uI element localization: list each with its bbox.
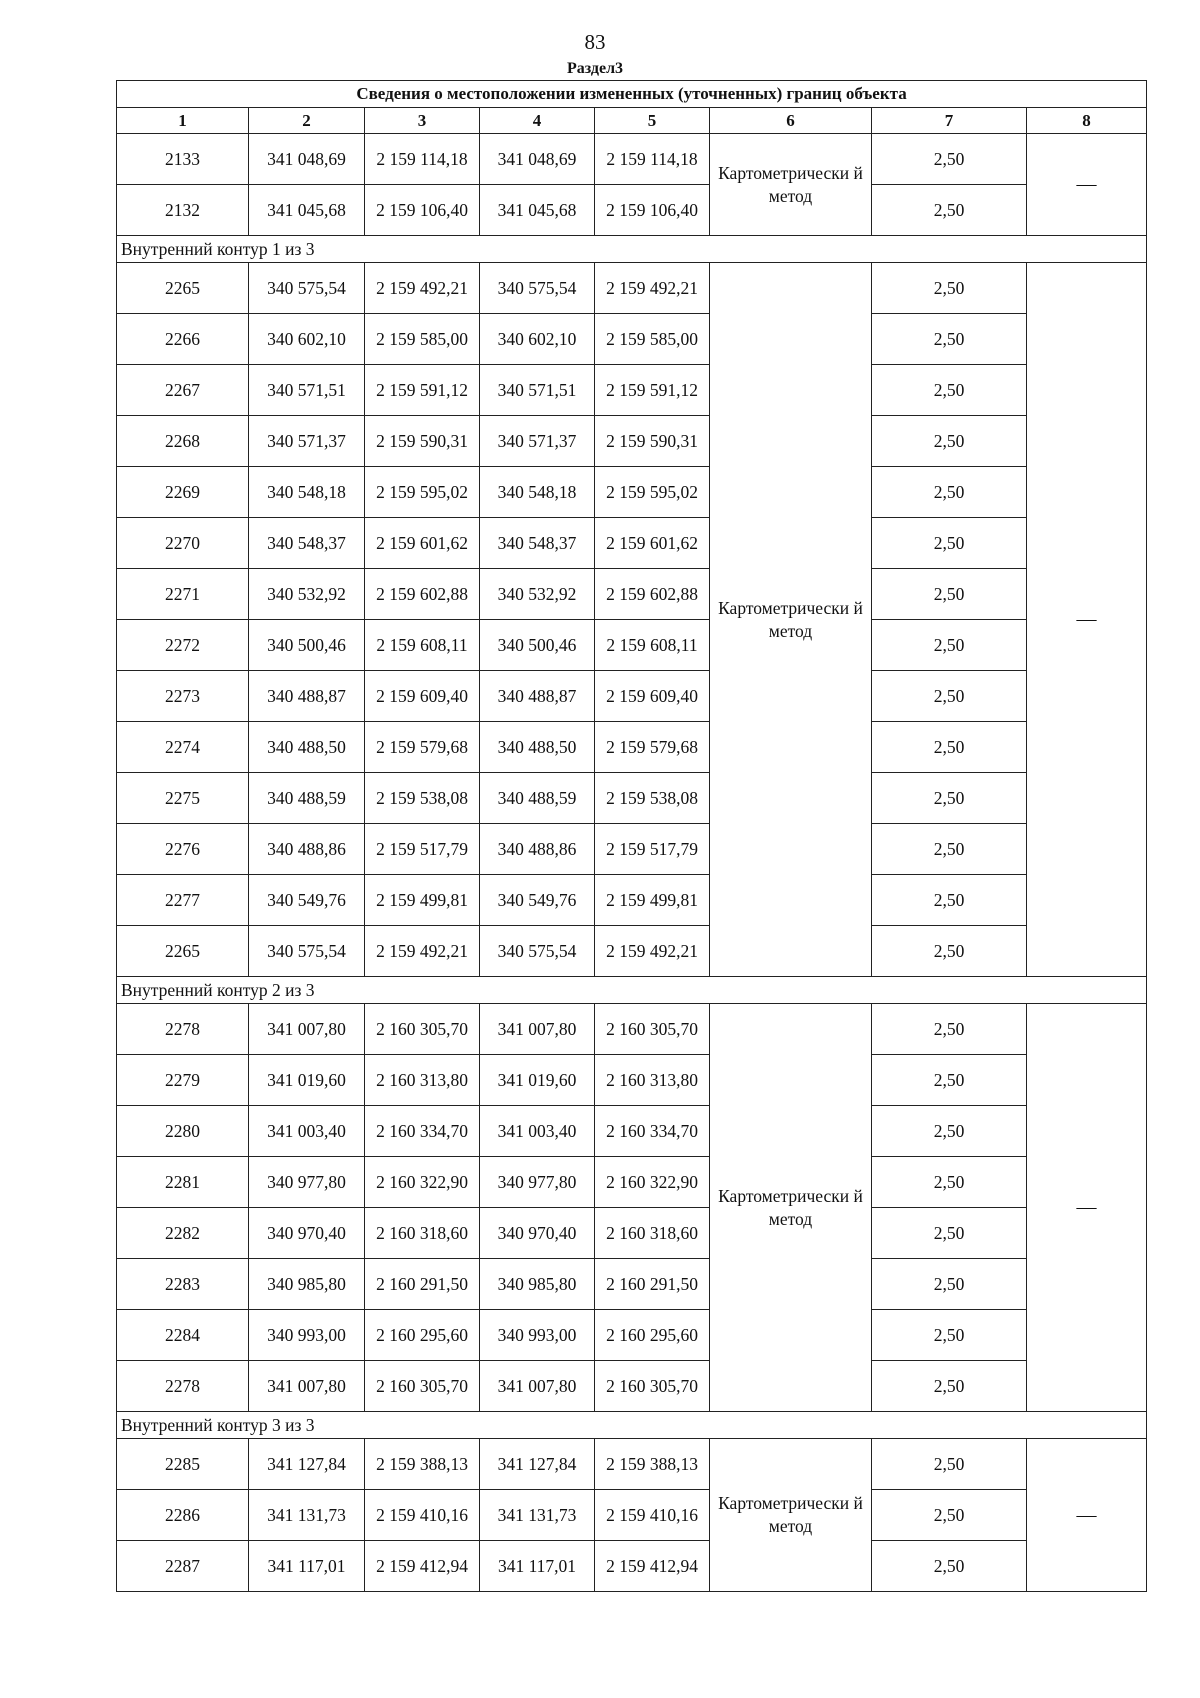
x-existing-cell: 340 571,51 bbox=[249, 365, 365, 416]
y-existing-cell: 2 160 295,60 bbox=[365, 1310, 480, 1361]
column-number: 8 bbox=[1027, 108, 1147, 134]
y-existing-cell: 2 160 313,80 bbox=[365, 1055, 480, 1106]
y-existing-cell: 2 159 412,94 bbox=[365, 1541, 480, 1592]
x-new-cell: 341 127,84 bbox=[480, 1439, 595, 1490]
x-existing-cell: 340 993,00 bbox=[249, 1310, 365, 1361]
y-new-cell: 2 159 608,11 bbox=[595, 620, 710, 671]
x-new-cell: 341 007,80 bbox=[480, 1004, 595, 1055]
contour-heading-row bbox=[117, 236, 1147, 263]
accuracy-cell: 2,50 bbox=[872, 365, 1027, 416]
point-number-cell: 2282 bbox=[117, 1208, 249, 1259]
x-new-cell: 340 575,54 bbox=[480, 926, 595, 977]
y-existing-cell: 2 159 595,02 bbox=[365, 467, 480, 518]
x-new-cell: 340 532,92 bbox=[480, 569, 595, 620]
table-row bbox=[117, 1490, 1147, 1541]
accuracy-cell: 2,50 bbox=[872, 1361, 1027, 1412]
accuracy-cell: 2,50 bbox=[872, 416, 1027, 467]
point-number-cell: 2278 bbox=[117, 1004, 249, 1055]
x-existing-cell: 340 488,50 bbox=[249, 722, 365, 773]
method-cell: Картометрически й метод bbox=[710, 263, 872, 977]
accuracy-cell: 2,50 bbox=[872, 875, 1027, 926]
x-existing-cell: 340 970,40 bbox=[249, 1208, 365, 1259]
x-existing-cell: 340 548,18 bbox=[249, 467, 365, 518]
point-number-cell: 2284 bbox=[117, 1310, 249, 1361]
x-new-cell: 341 045,68 bbox=[480, 185, 595, 236]
y-existing-cell: 2 159 579,68 bbox=[365, 722, 480, 773]
table-row bbox=[117, 185, 1147, 236]
x-existing-cell: 340 602,10 bbox=[249, 314, 365, 365]
table-row bbox=[117, 416, 1147, 467]
x-existing-cell: 340 488,59 bbox=[249, 773, 365, 824]
y-existing-cell: 2 159 388,13 bbox=[365, 1439, 480, 1490]
x-new-cell: 340 488,59 bbox=[480, 773, 595, 824]
table-row bbox=[117, 134, 1147, 185]
y-new-cell: 2 160 305,70 bbox=[595, 1361, 710, 1412]
x-new-cell: 340 571,37 bbox=[480, 416, 595, 467]
x-new-cell: 341 003,40 bbox=[480, 1106, 595, 1157]
accuracy-cell: 2,50 bbox=[872, 518, 1027, 569]
column-number: 6 bbox=[710, 108, 872, 134]
point-number-cell: 2279 bbox=[117, 1055, 249, 1106]
y-existing-cell: 2 159 114,18 bbox=[365, 134, 480, 185]
x-existing-cell: 341 045,68 bbox=[249, 185, 365, 236]
y-new-cell: 2 159 114,18 bbox=[595, 134, 710, 185]
accuracy-cell: 2,50 bbox=[872, 1259, 1027, 1310]
y-existing-cell: 2 160 318,60 bbox=[365, 1208, 480, 1259]
point-number-cell: 2280 bbox=[117, 1106, 249, 1157]
y-new-cell: 2 159 585,00 bbox=[595, 314, 710, 365]
column-8-cell: — bbox=[1027, 134, 1147, 236]
table-row bbox=[117, 1259, 1147, 1310]
y-new-cell: 2 159 410,16 bbox=[595, 1490, 710, 1541]
y-new-cell: 2 160 305,70 bbox=[595, 1004, 710, 1055]
table-row bbox=[117, 620, 1147, 671]
point-number-cell: 2267 bbox=[117, 365, 249, 416]
y-new-cell: 2 159 538,08 bbox=[595, 773, 710, 824]
point-number-cell: 2277 bbox=[117, 875, 249, 926]
y-existing-cell: 2 160 305,70 bbox=[365, 1361, 480, 1412]
table-row bbox=[117, 467, 1147, 518]
x-existing-cell: 341 007,80 bbox=[249, 1004, 365, 1055]
contour-heading-row bbox=[117, 977, 1147, 1004]
method-cell: Картометрически й метод bbox=[710, 134, 872, 236]
x-new-cell: 340 977,80 bbox=[480, 1157, 595, 1208]
accuracy-cell: 2,50 bbox=[872, 722, 1027, 773]
y-new-cell: 2 159 492,21 bbox=[595, 926, 710, 977]
accuracy-cell: 2,50 bbox=[872, 1055, 1027, 1106]
point-number-cell: 2276 bbox=[117, 824, 249, 875]
y-new-cell: 2 159 412,94 bbox=[595, 1541, 710, 1592]
column-number: 7 bbox=[872, 108, 1027, 134]
table-row bbox=[117, 569, 1147, 620]
table-row bbox=[117, 722, 1147, 773]
x-existing-cell: 340 985,80 bbox=[249, 1259, 365, 1310]
table-row bbox=[117, 824, 1147, 875]
x-new-cell: 341 131,73 bbox=[480, 1490, 595, 1541]
accuracy-cell: 2,50 bbox=[872, 1310, 1027, 1361]
table-row bbox=[117, 1106, 1147, 1157]
point-number-cell: 2286 bbox=[117, 1490, 249, 1541]
x-existing-cell: 340 488,86 bbox=[249, 824, 365, 875]
column-number: 2 bbox=[249, 108, 365, 134]
table-row bbox=[117, 1157, 1147, 1208]
contour-heading: Внутренний контур 1 из 3 bbox=[117, 236, 1147, 263]
y-new-cell: 2 159 492,21 bbox=[595, 263, 710, 314]
y-existing-cell: 2 159 499,81 bbox=[365, 875, 480, 926]
table-title-row bbox=[117, 81, 1147, 108]
x-existing-cell: 340 500,46 bbox=[249, 620, 365, 671]
table-row bbox=[117, 773, 1147, 824]
coordinates-table bbox=[116, 80, 1147, 1592]
x-existing-cell: 341 117,01 bbox=[249, 1541, 365, 1592]
point-number-cell: 2285 bbox=[117, 1439, 249, 1490]
table-row bbox=[117, 875, 1147, 926]
y-new-cell: 2 159 517,79 bbox=[595, 824, 710, 875]
column-number-row bbox=[117, 108, 1147, 134]
y-new-cell: 2 159 106,40 bbox=[595, 185, 710, 236]
x-new-cell: 340 970,40 bbox=[480, 1208, 595, 1259]
x-existing-cell: 340 571,37 bbox=[249, 416, 365, 467]
x-new-cell: 340 488,87 bbox=[480, 671, 595, 722]
point-number-cell: 2266 bbox=[117, 314, 249, 365]
column-number: 4 bbox=[480, 108, 595, 134]
point-number-cell: 2287 bbox=[117, 1541, 249, 1592]
method-cell: Картометрически й метод bbox=[710, 1439, 872, 1592]
y-existing-cell: 2 159 601,62 bbox=[365, 518, 480, 569]
x-new-cell: 340 488,86 bbox=[480, 824, 595, 875]
y-existing-cell: 2 159 538,08 bbox=[365, 773, 480, 824]
x-existing-cell: 340 549,76 bbox=[249, 875, 365, 926]
x-existing-cell: 340 575,54 bbox=[249, 263, 365, 314]
y-new-cell: 2 159 595,02 bbox=[595, 467, 710, 518]
y-existing-cell: 2 159 106,40 bbox=[365, 185, 480, 236]
y-new-cell: 2 159 590,31 bbox=[595, 416, 710, 467]
column-8-cell: — bbox=[1027, 263, 1147, 977]
point-number-cell: 2273 bbox=[117, 671, 249, 722]
accuracy-cell: 2,50 bbox=[872, 134, 1027, 185]
x-existing-cell: 341 131,73 bbox=[249, 1490, 365, 1541]
table-row bbox=[117, 1439, 1147, 1490]
accuracy-cell: 2,50 bbox=[872, 1106, 1027, 1157]
point-number-cell: 2270 bbox=[117, 518, 249, 569]
point-number-cell: 2269 bbox=[117, 467, 249, 518]
accuracy-cell: 2,50 bbox=[872, 185, 1027, 236]
y-new-cell: 2 160 322,90 bbox=[595, 1157, 710, 1208]
x-new-cell: 340 571,51 bbox=[480, 365, 595, 416]
y-new-cell: 2 160 334,70 bbox=[595, 1106, 710, 1157]
x-existing-cell: 340 548,37 bbox=[249, 518, 365, 569]
x-existing-cell: 340 575,54 bbox=[249, 926, 365, 977]
y-new-cell: 2 159 609,40 bbox=[595, 671, 710, 722]
accuracy-cell: 2,50 bbox=[872, 620, 1027, 671]
accuracy-cell: 2,50 bbox=[872, 1541, 1027, 1592]
x-existing-cell: 340 532,92 bbox=[249, 569, 365, 620]
section-title: Раздел3 bbox=[566, 60, 624, 77]
y-existing-cell: 2 159 602,88 bbox=[365, 569, 480, 620]
y-existing-cell: 2 160 291,50 bbox=[365, 1259, 480, 1310]
y-existing-cell: 2 159 517,79 bbox=[365, 824, 480, 875]
y-existing-cell: 2 159 585,00 bbox=[365, 314, 480, 365]
y-new-cell: 2 159 388,13 bbox=[595, 1439, 710, 1490]
accuracy-cell: 2,50 bbox=[872, 263, 1027, 314]
accuracy-cell: 2,50 bbox=[872, 1157, 1027, 1208]
y-existing-cell: 2 159 492,21 bbox=[365, 926, 480, 977]
x-new-cell: 340 549,76 bbox=[480, 875, 595, 926]
y-existing-cell: 2 160 305,70 bbox=[365, 1004, 480, 1055]
x-existing-cell: 340 488,87 bbox=[249, 671, 365, 722]
y-new-cell: 2 159 579,68 bbox=[595, 722, 710, 773]
x-new-cell: 340 500,46 bbox=[480, 620, 595, 671]
accuracy-cell: 2,50 bbox=[872, 569, 1027, 620]
x-new-cell: 340 548,18 bbox=[480, 467, 595, 518]
x-existing-cell: 341 019,60 bbox=[249, 1055, 365, 1106]
table-row bbox=[117, 1310, 1147, 1361]
x-new-cell: 340 993,00 bbox=[480, 1310, 595, 1361]
accuracy-cell: 2,50 bbox=[872, 1490, 1027, 1541]
method-cell: Картометрически й метод bbox=[710, 1004, 872, 1412]
point-number-cell: 2278 bbox=[117, 1361, 249, 1412]
y-new-cell: 2 159 601,62 bbox=[595, 518, 710, 569]
x-new-cell: 340 488,50 bbox=[480, 722, 595, 773]
accuracy-cell: 2,50 bbox=[872, 1004, 1027, 1055]
table-row bbox=[117, 1361, 1147, 1412]
point-number-cell: 2271 bbox=[117, 569, 249, 620]
x-existing-cell: 341 003,40 bbox=[249, 1106, 365, 1157]
y-new-cell: 2 159 499,81 bbox=[595, 875, 710, 926]
x-new-cell: 340 548,37 bbox=[480, 518, 595, 569]
y-existing-cell: 2 160 322,90 bbox=[365, 1157, 480, 1208]
y-new-cell: 2 159 602,88 bbox=[595, 569, 710, 620]
table-row bbox=[117, 1541, 1147, 1592]
table-row bbox=[117, 1004, 1147, 1055]
column-number: 3 bbox=[365, 108, 480, 134]
table-row bbox=[117, 518, 1147, 569]
table-row bbox=[117, 671, 1147, 722]
y-existing-cell: 2 160 334,70 bbox=[365, 1106, 480, 1157]
point-number-cell: 2265 bbox=[117, 926, 249, 977]
x-new-cell: 341 117,01 bbox=[480, 1541, 595, 1592]
y-new-cell: 2 160 313,80 bbox=[595, 1055, 710, 1106]
accuracy-cell: 2,50 bbox=[872, 1208, 1027, 1259]
x-existing-cell: 341 127,84 bbox=[249, 1439, 365, 1490]
accuracy-cell: 2,50 bbox=[872, 773, 1027, 824]
x-existing-cell: 341 048,69 bbox=[249, 134, 365, 185]
table-title: Сведения о местоположении измененных (уточненных) границ объекта bbox=[117, 81, 1147, 108]
column-number: 5 bbox=[595, 108, 710, 134]
y-new-cell: 2 160 295,60 bbox=[595, 1310, 710, 1361]
point-number-cell: 2283 bbox=[117, 1259, 249, 1310]
x-new-cell: 341 048,69 bbox=[480, 134, 595, 185]
table-row bbox=[117, 314, 1147, 365]
y-existing-cell: 2 159 591,12 bbox=[365, 365, 480, 416]
y-existing-cell: 2 159 492,21 bbox=[365, 263, 480, 314]
point-number-cell: 2275 bbox=[117, 773, 249, 824]
table-row bbox=[117, 926, 1147, 977]
x-new-cell: 340 602,10 bbox=[480, 314, 595, 365]
x-existing-cell: 341 007,80 bbox=[249, 1361, 365, 1412]
point-number-cell: 2281 bbox=[117, 1157, 249, 1208]
x-new-cell: 340 575,54 bbox=[480, 263, 595, 314]
column-8-cell: — bbox=[1027, 1004, 1147, 1412]
table-row bbox=[117, 1055, 1147, 1106]
point-number-cell: 2132 bbox=[117, 185, 249, 236]
y-existing-cell: 2 159 609,40 bbox=[365, 671, 480, 722]
accuracy-cell: 2,50 bbox=[872, 824, 1027, 875]
point-number-cell: 2274 bbox=[117, 722, 249, 773]
accuracy-cell: 2,50 bbox=[872, 671, 1027, 722]
table-body bbox=[117, 81, 1147, 1592]
column-8-cell: — bbox=[1027, 1439, 1147, 1592]
contour-heading-row bbox=[117, 1412, 1147, 1439]
point-number-cell: 2265 bbox=[117, 263, 249, 314]
point-number-cell: 2272 bbox=[117, 620, 249, 671]
x-new-cell: 341 007,80 bbox=[480, 1361, 595, 1412]
y-new-cell: 2 160 291,50 bbox=[595, 1259, 710, 1310]
x-new-cell: 340 985,80 bbox=[480, 1259, 595, 1310]
contour-heading: Внутренний контур 2 из 3 bbox=[117, 977, 1147, 1004]
y-new-cell: 2 159 591,12 bbox=[595, 365, 710, 416]
y-existing-cell: 2 159 608,11 bbox=[365, 620, 480, 671]
page-number: 83 bbox=[584, 30, 606, 54]
contour-heading: Внутренний контур 3 из 3 bbox=[117, 1412, 1147, 1439]
x-new-cell: 341 019,60 bbox=[480, 1055, 595, 1106]
point-number-cell: 2133 bbox=[117, 134, 249, 185]
accuracy-cell: 2,50 bbox=[872, 467, 1027, 518]
table-row bbox=[117, 365, 1147, 416]
x-existing-cell: 340 977,80 bbox=[249, 1157, 365, 1208]
y-existing-cell: 2 159 410,16 bbox=[365, 1490, 480, 1541]
accuracy-cell: 2,50 bbox=[872, 1439, 1027, 1490]
table-row bbox=[117, 1208, 1147, 1259]
accuracy-cell: 2,50 bbox=[872, 926, 1027, 977]
column-number: 1 bbox=[117, 108, 249, 134]
accuracy-cell: 2,50 bbox=[872, 314, 1027, 365]
table-row bbox=[117, 263, 1147, 314]
y-existing-cell: 2 159 590,31 bbox=[365, 416, 480, 467]
point-number-cell: 2268 bbox=[117, 416, 249, 467]
y-new-cell: 2 160 318,60 bbox=[595, 1208, 710, 1259]
